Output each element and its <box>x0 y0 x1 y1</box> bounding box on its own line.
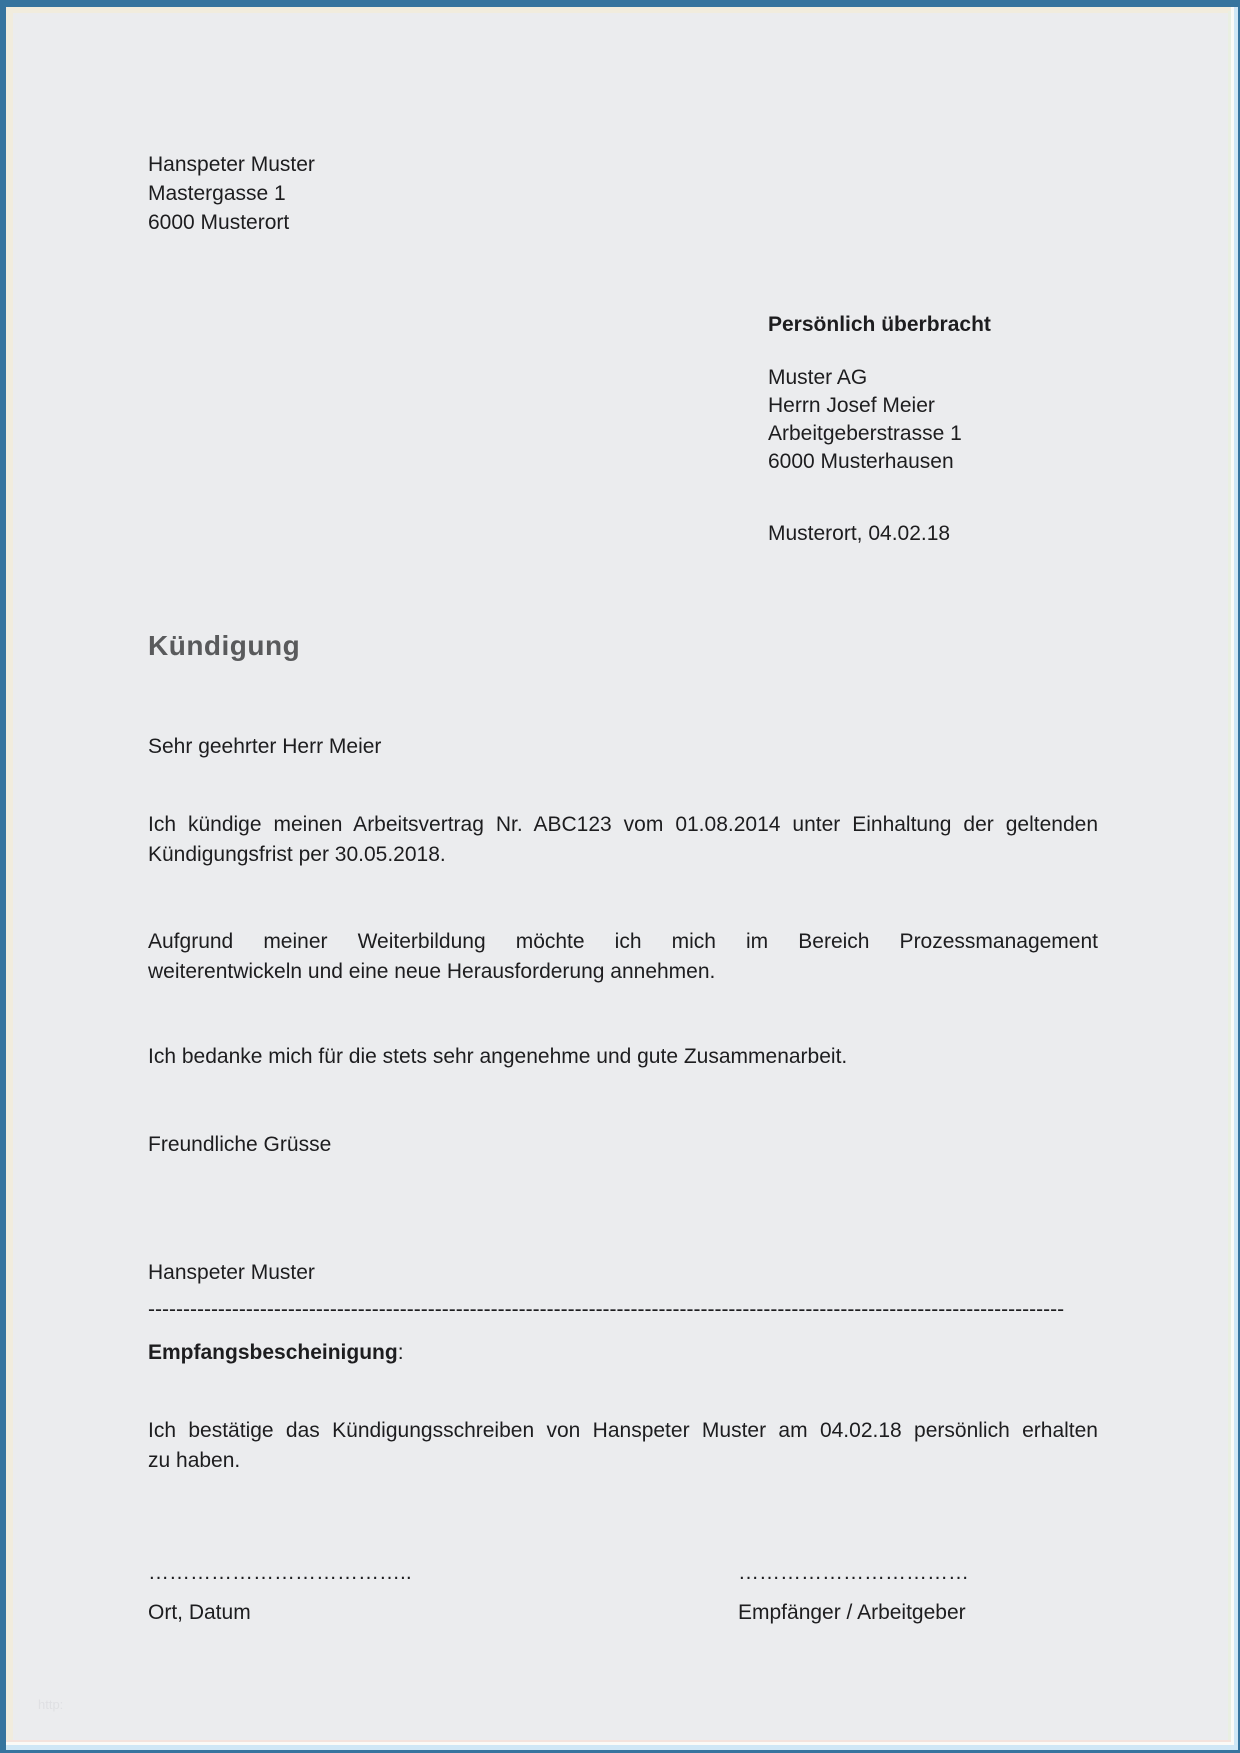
receipt-body <box>148 1416 1098 1476</box>
recipient-person: Herrn Josef Meier <box>768 394 935 417</box>
signature-dots-left: ……………………………….. <box>148 1561 412 1584</box>
frame-top <box>0 0 1240 7</box>
paragraph-reason-line1: Aufgrund meiner Weiterbildung möchte ich mich im Bereich Prozessmanagement <box>148 930 1098 953</box>
sender-name: Hanspeter Muster <box>148 153 315 176</box>
paragraph-termination-line2: Kündigungsfrist per 30.05.2018. <box>148 843 446 866</box>
recipient-city: 6000 Musterhausen <box>768 450 954 473</box>
recipient-address-block <box>768 364 962 476</box>
salutation: Sehr geehrter Herr Meier <box>148 735 382 758</box>
watermark-text: http: <box>38 1697 64 1712</box>
sender-city: 6000 Musterort <box>148 211 290 234</box>
section-divider: ----------------------------------------------------------------------------------------------------------------------------------- <box>148 1298 1065 1321</box>
signature-label-place-date: Ort, Datum <box>148 1601 251 1624</box>
delivery-note: Persönlich überbracht <box>768 313 991 336</box>
paragraph-reason-line2: weiterentwickeln und eine neue Herausforderung annehmen. <box>148 960 716 983</box>
signature-dots-right: …………………………… <box>738 1561 969 1584</box>
frame-top-cream <box>6 7 1231 13</box>
receipt-title-colon: : <box>397 1341 404 1364</box>
date-line: Musterort, 04.02.18 <box>768 522 951 545</box>
closing: Freundliche Grüsse <box>148 1133 332 1156</box>
paragraph-termination <box>148 810 1098 870</box>
receipt-body-line2: zu haben. <box>148 1449 241 1472</box>
paragraph-termination-line1: Ich kündige meinen Arbeitsvertrag Nr. ABC123 vom 01.08.2014 unter Einhaltung der geltenden <box>148 813 1098 836</box>
sender-street: Mastergasse 1 <box>148 182 286 205</box>
subject-heading: Kündigung <box>148 630 301 661</box>
frame-left-cream <box>6 7 13 1742</box>
recipient-company: Muster AG <box>768 366 868 389</box>
paragraph-thanks: Ich bedanke mich für die stets sehr angenehme und gute Zusammenarbeit. <box>148 1045 848 1068</box>
signature-name: Hanspeter Muster <box>148 1261 315 1284</box>
paragraph-reason <box>148 927 1098 987</box>
sender-address-block <box>148 150 315 237</box>
signature-label-recipient-employer: Empfänger / Arbeitgeber <box>738 1601 966 1624</box>
receipt-title-line <box>148 1338 404 1367</box>
receipt-body-line1: Ich bestätige das Kündigungsschreiben von Hanspeter Muster am 04.02.18 persönlich erhalten <box>148 1419 1098 1442</box>
receipt-title: Empfangsbescheinigung <box>148 1341 398 1364</box>
recipient-street: Arbeitgeberstrasse 1 <box>768 422 962 445</box>
